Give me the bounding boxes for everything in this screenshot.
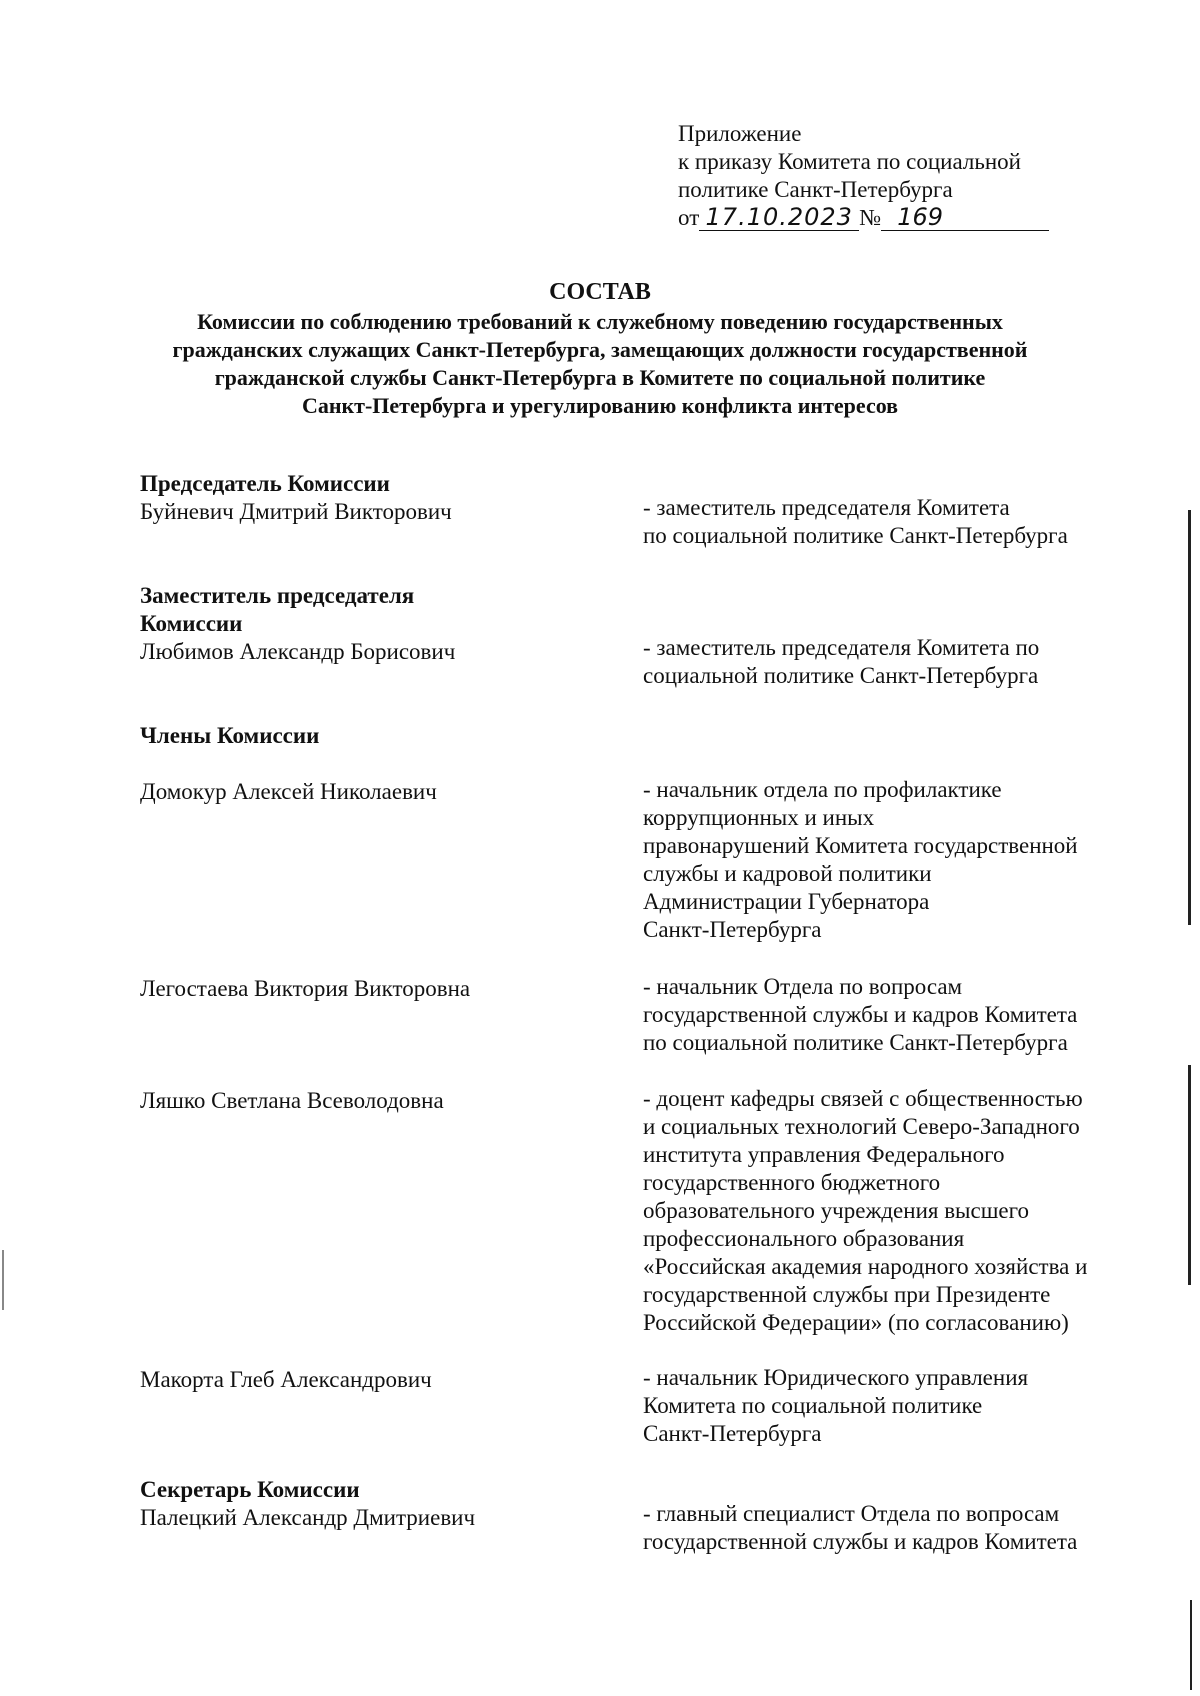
members-heading: Члены Комиссии <box>140 723 320 748</box>
scan-edge-mark <box>1190 1600 1192 1690</box>
number-sign: № <box>859 205 882 230</box>
deputy-role-line-2: Комиссии <box>140 611 243 636</box>
scan-edge-mark <box>1188 510 1191 925</box>
document-title-block <box>120 278 1080 420</box>
handwritten-date: 17.10.2023 <box>699 204 859 231</box>
member-description: - начальник отдела по профилактике коррупционных и иных правонарушений Комитета государственной службы и кадровой политики Администрации Губернатора Санкт-Петербурга <box>643 777 1078 942</box>
members-heading-row <box>140 722 1130 750</box>
title-line-2: гражданских служащих Санкт-Петербурга, замещающих должности государственной <box>172 337 1028 362</box>
appendix-block <box>678 120 1098 232</box>
appendix-date-number-line <box>678 204 1098 232</box>
title-line-4: Санкт-Петербурга и урегулированию конфликта интересов <box>301 393 899 418</box>
deputy-description: - заместитель председателя Комитета по социальной политике Санкт-Петербурга <box>643 635 1040 688</box>
scan-edge-mark <box>2 1250 4 1310</box>
scan-edge-mark <box>1188 1065 1191 1285</box>
member-description: - начальник Юридического управления Комитета по социальной политике Санкт-Петербурга <box>643 1365 1029 1446</box>
secretary-description: - главный специалист Отдела по вопросам государственной службы и кадров Комитета <box>643 1501 1078 1554</box>
member-name: Домокур Алексей Николаевич <box>140 779 437 804</box>
secretary-role: Секретарь Комиссии <box>140 1477 360 1502</box>
title-line-1: Комиссии по соблюдению требований к служебному поведению государственных <box>197 309 1003 334</box>
member-name: Ляшко Светлана Всеволодовна <box>140 1088 444 1113</box>
chair-name: Буйневич Дмитрий Викторович <box>140 499 452 524</box>
deputy-name: Любимов Александр Борисович <box>140 639 456 664</box>
chair-section <box>140 470 1130 548</box>
member-description: - начальник Отдела по вопросам государственной службы и кадров Комитета по социальной политике Санкт-Петербурга <box>643 974 1078 1055</box>
appendix-label: Приложение <box>678 121 802 146</box>
appendix-committee-line: политике Санкт-Петербурга <box>678 177 953 202</box>
deputy-section <box>140 582 1130 688</box>
date-prefix: от <box>678 205 700 230</box>
deputy-role-line-1: Заместитель председателя <box>140 583 415 608</box>
appendix-order-line: к приказу Комитета по социальной <box>678 149 1021 174</box>
secretary-name: Палецкий Александр Дмитриевич <box>140 1505 476 1530</box>
document-heading: СОСТАВ <box>549 279 651 305</box>
member-name: Легостаева Виктория Викторовна <box>140 976 471 1001</box>
member-name: Макорта Глеб Александрович <box>140 1367 432 1392</box>
chair-description: - заместитель председателя Комитета по социальной политике Санкт-Петербурга <box>643 495 1068 548</box>
handwritten-number: 169 <box>881 204 1049 231</box>
chair-role: Председатель Комиссии <box>140 471 390 496</box>
title-line-3: гражданской службы Санкт-Петербурга в Комитете по социальной политике <box>214 365 986 390</box>
secretary-section <box>140 1476 1130 1554</box>
member-description: - доцент кафедры связей с общественностью и социальных технологий Северо-Западного института управления Федерального государственного бюджетного образовательного учреждения высшего профессионального образования «Российская академия народного хозяйства и государственной службы при Президенте Российской Федерации» (по согласованию) <box>643 1086 1088 1335</box>
